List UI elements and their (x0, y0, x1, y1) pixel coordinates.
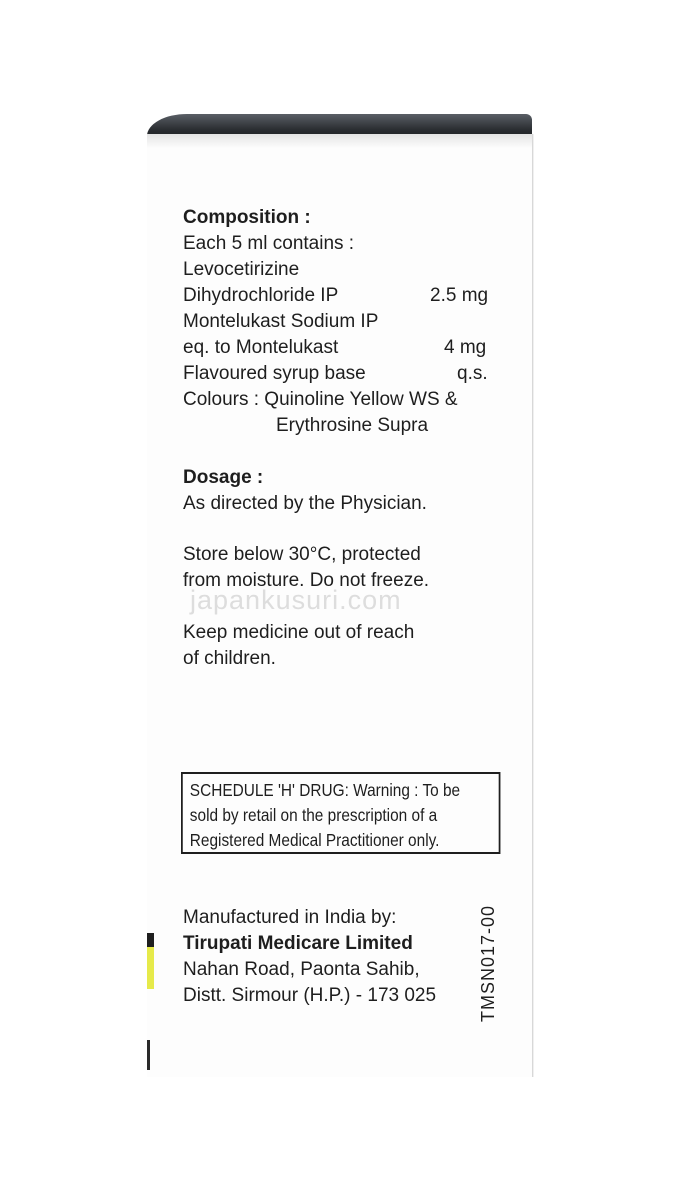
manufacturer-address-1: Nahan Road, Paonta Sahib, (183, 959, 420, 980)
ingredient-2-amount: 4 mg (444, 337, 487, 358)
ingredient-2-equivalent: eq. to Montelukast (183, 337, 339, 358)
batch-code: TMSN017-00 (478, 904, 498, 1022)
composition-heading: Composition : (183, 207, 311, 228)
schedule-line-3: Registered Medical Practitioner only. (189, 830, 440, 850)
box-top-shadow (147, 134, 532, 148)
dosage-heading: Dosage : (183, 467, 264, 488)
schedule-h-warning-box (181, 772, 500, 854)
dosage-text: As directed by the Physician. (183, 493, 427, 514)
storage-line-2: from moisture. Do not freeze. (183, 570, 430, 591)
manufacturer-address-2: Distt. Sirmour (H.P.) - 173 025 (183, 985, 437, 1006)
manufacturer-name: Tirupati Medicare Limited (183, 933, 413, 954)
colours-line-1: Colours : Quinoline Yellow WS & (183, 389, 458, 410)
syrup-base: Flavoured syrup base (183, 363, 366, 384)
ingredient-1-name: Levocetirizine (183, 259, 300, 280)
edge-color-strip-black (147, 933, 154, 947)
edge-color-strip-dark (147, 1040, 150, 1070)
composition-each: Each 5 ml contains : (183, 233, 355, 254)
edge-color-strip-yellow (147, 947, 154, 989)
manufacturer-label: Manufactured in India by: (183, 907, 397, 928)
safety-line-1: Keep medicine out of reach (183, 622, 415, 643)
watermark: japankusuri.com (190, 585, 402, 615)
syrup-base-amount: q.s. (457, 363, 488, 384)
colours-line-2: Erythrosine Supra (276, 415, 429, 436)
ingredient-1-salt: Dihydrochloride IP (183, 285, 339, 306)
safety-line-2: of children. (183, 648, 276, 669)
schedule-line-2: sold by retail on the prescription of a (189, 805, 438, 825)
schedule-line-1: SCHEDULE 'H' DRUG: Warning : To be (189, 780, 461, 800)
ingredient-2-name: Montelukast Sodium IP (183, 311, 379, 332)
ingredient-1-amount: 2.5 mg (430, 285, 489, 306)
storage-line-1: Store below 30°C, protected (183, 544, 421, 565)
